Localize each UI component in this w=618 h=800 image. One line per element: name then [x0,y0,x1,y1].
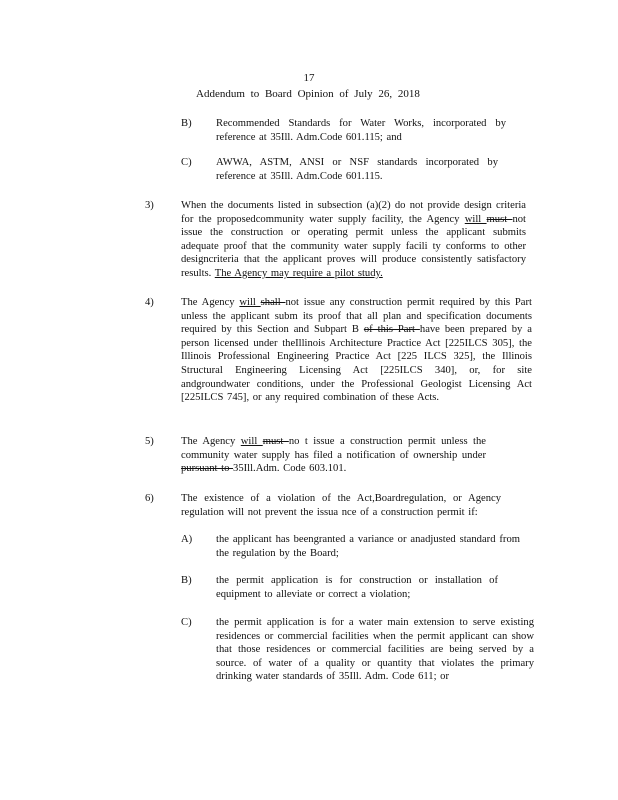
paragraph-6 [181,492,501,519]
deleted-text: shall [260,297,286,308]
inserted-text: will [239,297,261,308]
paragraph-5 [181,435,486,476]
deleted-text: pursuant to [181,463,234,475]
text-run: The Agency [181,297,240,308]
item-marker: 5) [145,436,154,447]
text-run: Recommended Standards for Water Works, incorporated by reference at 35Ill. Adm.Code 601.115; and [216,118,506,143]
text-run: 35Ill.Adm. Code 603.101. [233,463,347,475]
page-header: Addendum to Board Opinion of July 26, 2018 [196,88,420,100]
list-item-text [216,156,498,183]
page-number: 17 [303,72,315,84]
text-run: have been prepared by a person licensed under theIllinois Architecture Practice Act [225ILCS 305], the Illinois Professional Engineering Practice Act [225 ILCS 325], the Illinois Structural Engineering Licensing Act [225ILCS 340], or, for site andgroundwater conditions, under the Professional Geologist Licensing Act [225ILCS 745], or any required combination of these Acts. [181,324,532,404]
item-marker: A) [181,534,193,545]
inserted-text: will [464,213,487,225]
text-run: no t issue a construction permit unless the community water supply has filed a notification of ownership under [181,436,486,461]
text-run: the permit application is for a water main extension to serve existing residences or commercial facilities when the permit applicant can show that those residences or commercial facilities are being served by a source. of water of a quality or quantity that violates the primary drinking water standards of 35Ill. Adm. Code 611; or [216,617,534,683]
deleted-text: of this Part [363,324,420,336]
item-marker: B) [181,575,192,586]
text-run: When the documents listed in subsection (a)(2) do not provide design criteria for the proposedcommunity water supply facility, the Agency [181,200,526,225]
list-item-text [216,533,520,560]
text-run: the permit application is for construction or installation of equipment to alleviate or correct a violation; [216,575,498,600]
text-run: not issue any construction permit required by this Part unless the applicant subm its proof that all plan and specification documents required by this Section and Subpart B [181,297,532,336]
paragraph-3 [181,199,526,281]
item-marker: 3) [145,200,154,211]
text-run: the applicant has beengranted a variance or anadjusted standard from the regulation by the Board; [216,534,520,559]
text-run: AWWA, ASTM, ANSI or NSF standards incorporated by reference at 35Ill. Adm.Code 601.115. [216,157,498,182]
text-run: The existence of a violation of the Act,Boardregulation, or Agency regulation will not prevent the issua nce of a construction permit if: [181,493,501,518]
list-item-text [216,574,498,601]
item-marker: 4) [145,297,154,308]
item-marker: B) [181,118,192,129]
text-run: The Agency [181,436,241,447]
inserted-text: will [240,436,263,447]
text-run: not issue the construction or operating permit unless the applicant submits adequate proof that the community water supply facili ty conforms to other designcriteria that the applicant proves will produce consistently satisfactory results. [181,213,526,279]
deleted-text: must [486,213,513,225]
list-item-text [216,616,534,684]
list-item-text [216,117,506,144]
item-marker: 6) [145,493,154,504]
item-marker: C) [181,157,192,168]
item-marker: C) [181,617,192,628]
paragraph-4 [181,296,532,405]
deleted-text: must [262,436,289,447]
inserted-text: The Agency may require a pilot study. [214,267,383,279]
